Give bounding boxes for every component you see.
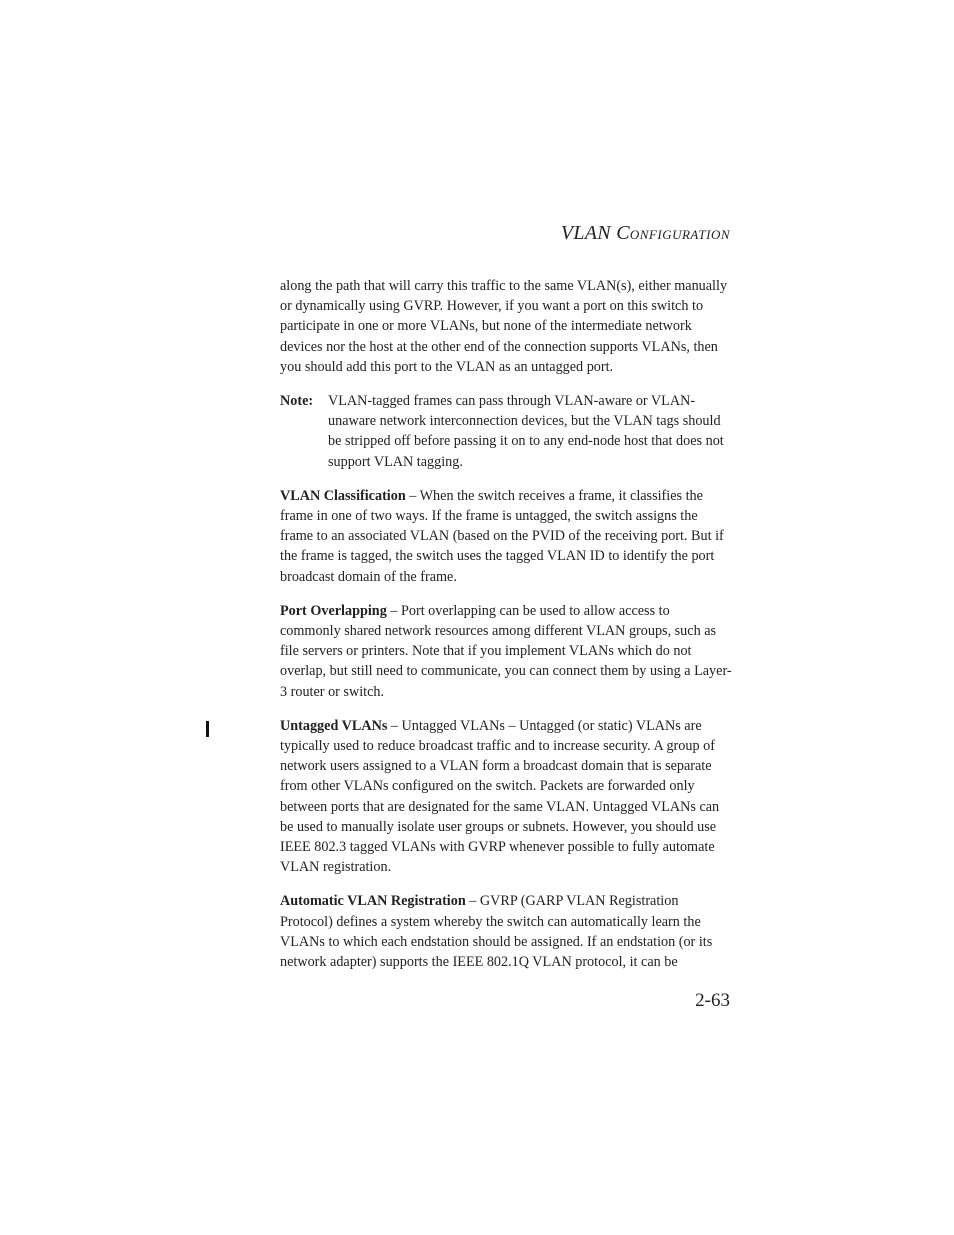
automatic-vlan-registration-term: Automatic VLAN Registration bbox=[280, 893, 466, 910]
note-block bbox=[280, 391, 732, 472]
running-head-smallcaps: ONFIGURATION bbox=[629, 227, 730, 242]
intro-paragraph: along the path that will carry this traffic to the same VLAN(s), either manually or dynamically using GVRP. However, if you want a port on this switch to participate in one or more VLANs, but none of the intermediate network devices nor the host at the other end of the connection supports VLANs, then you should add this port to the VLAN as an untagged port. bbox=[280, 278, 728, 375]
note-text: VLAN-tagged frames can pass through VLAN-aware or VLAN-unaware network interconnection devices, but the VLAN tags should be stripped off before passing it on to any end-node host that does not support VLAN tagging. bbox=[328, 393, 724, 470]
automatic-vlan-registration-text: – GVRP (GARP VLAN Registration Protocol) defines a system whereby the switch can automatically learn the VLANs to which each endstation should be assigned. If an endstation (or its network adapter) supports the IEEE 802.1Q VLAN protocol, it can be bbox=[280, 893, 713, 971]
running-head-main: VLAN C bbox=[560, 222, 630, 244]
untagged-vlans-paragraph bbox=[280, 716, 732, 878]
untagged-vlans-text: – Untagged VLANs – Untagged (or static) VLANs are typically used to reduce broadcast traffic and to increase security. A group of network users assigned to a VLAN form a broadcast domain that is separate from other VLANs configured on the switch. Packets are forwarded only between ports that are designated for the same VLAN. Untagged VLANs can be used to manually isolate user groups or subnets. However, you should use IEEE 802.3 tagged VLANs with GVRP whenever possible to fully automate VLAN registration. bbox=[280, 717, 720, 876]
port-overlapping-paragraph bbox=[280, 601, 732, 702]
running-head bbox=[561, 222, 730, 245]
change-bar bbox=[206, 721, 209, 737]
port-overlapping-text: – Port overlapping can be used to allow access to commonly shared network resources among different VLAN groups, such as file servers or printers. Note that if you implement VLANs which do not overlap, but still need to communicate, you can connect them by using a Layer-3 router or switch. bbox=[280, 602, 732, 700]
untagged-vlans-term: Untagged VLANs bbox=[280, 717, 388, 734]
port-overlapping-term: Port Overlapping bbox=[280, 602, 387, 619]
automatic-vlan-registration-paragraph bbox=[280, 891, 732, 972]
body-text bbox=[280, 276, 732, 986]
vlan-classification-paragraph bbox=[280, 486, 732, 587]
vlan-classification-term: VLAN Classification bbox=[280, 487, 406, 504]
note-label: Note: bbox=[280, 393, 314, 410]
page-number: 2-63 bbox=[695, 990, 730, 1011]
vlan-classification-text: – When the switch receives a frame, it classifies the frame in one of two ways. If the frame is untagged, the switch assigns the frame to an associated VLAN (based on the PVID of the receiving port. But if the frame is tagged, the switch uses the tagged VLAN ID to identify the port broadcast domain of the frame. bbox=[280, 487, 724, 585]
